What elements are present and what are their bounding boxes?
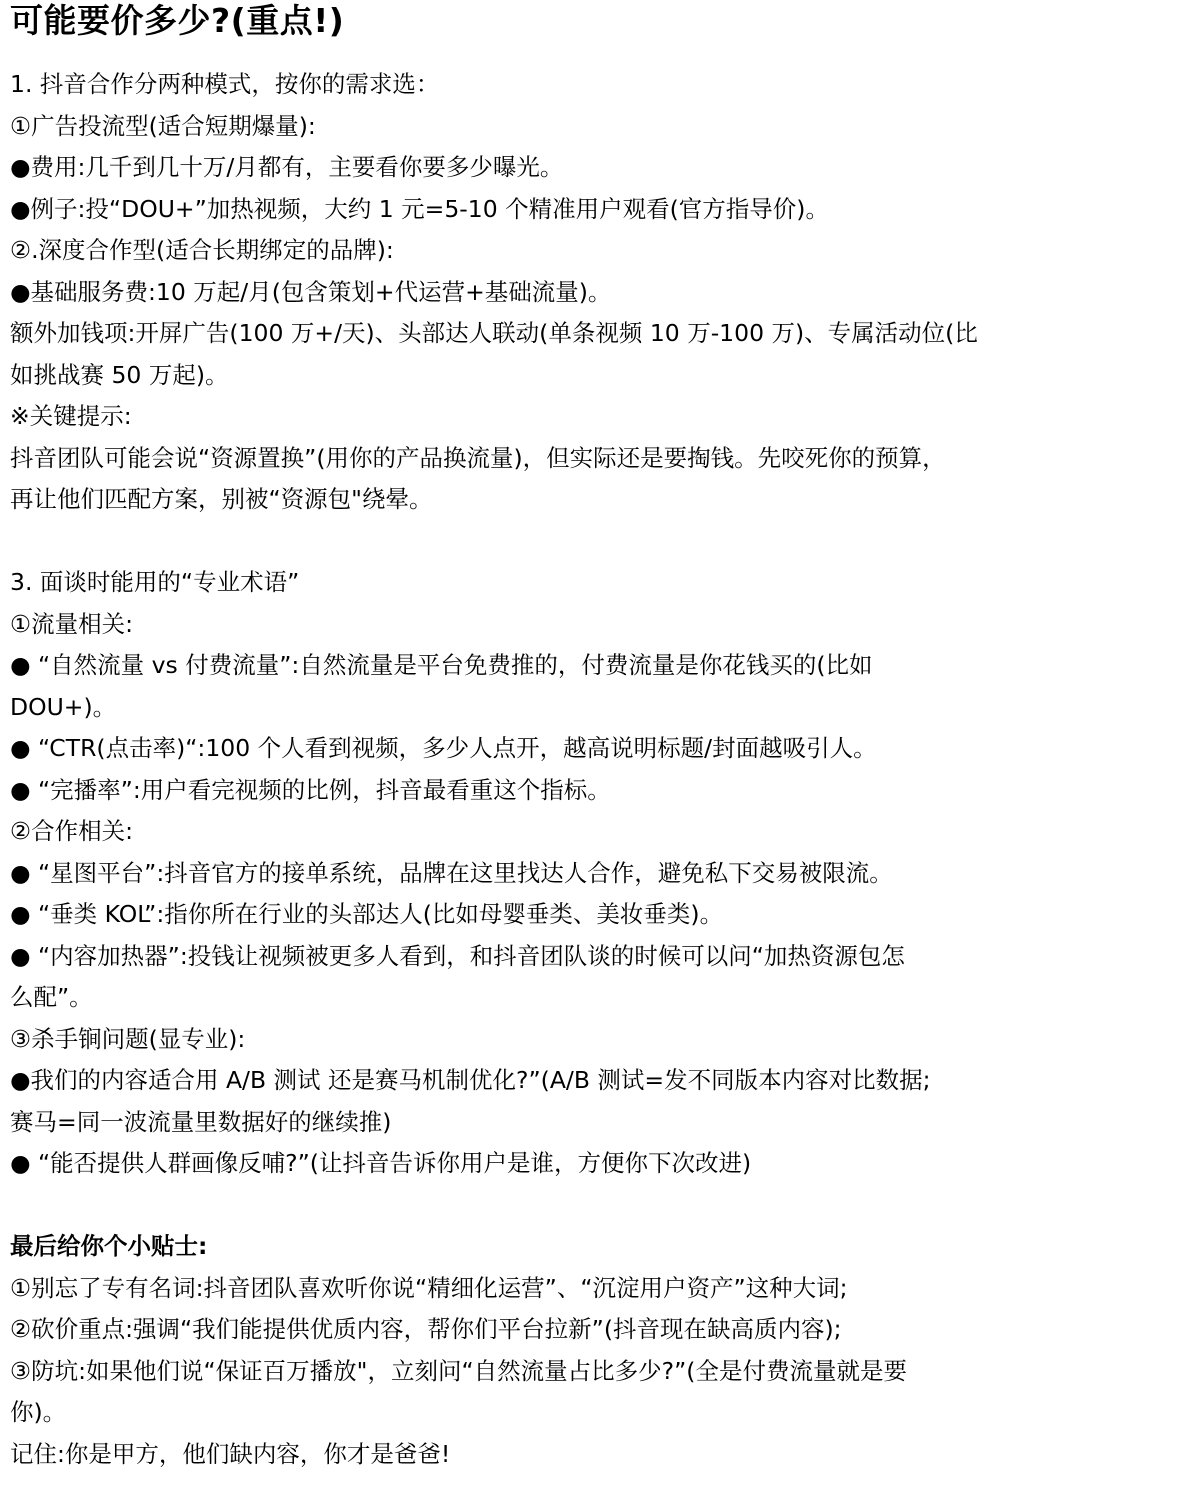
bullet-vertical-kol: ● “垂类 KOL”:指你所在行业的头部达人(比如母婴垂类、美妆垂类)。 bbox=[10, 900, 724, 928]
paragraph-extra-fees-2: 如挑战赛 50 万起)。 bbox=[10, 360, 229, 389]
bullet-ab-test-2: 赛马=同一波流量里数据好的继续推) bbox=[10, 1107, 392, 1136]
tip-avoid-pitfall-2: 你)。 bbox=[10, 1398, 67, 1426]
blank-line bbox=[10, 521, 1170, 563]
subheading-cooperation-terms: ②合作相关: bbox=[10, 817, 133, 845]
bullet-xingtu: ● “星图平台”:抖音官方的接单系统，品牌在这里找达人合作，避免私下交易被限流。 bbox=[10, 858, 893, 887]
subheading-ad-traffic: ①广告投流型(适合短期爆量): bbox=[10, 111, 316, 140]
section-3-heading: 3. 面谈时能用的“专业术语” bbox=[10, 568, 300, 596]
bullet-natural-vs-paid-1: ● “自然流量 vs 付费流量”:自然流量是平台免费推的，付费流量是你花钱买的(比如 bbox=[10, 651, 873, 679]
page-title: 可能要价多少?(重点!) bbox=[10, 1, 345, 40]
closing-remark: 记住:你是甲方，他们缺内容，你才是爸爸! bbox=[10, 1439, 451, 1468]
document-body bbox=[10, 0, 1170, 1475]
bullet-cost: ●费用:几千到几十万/月都有，主要看你要多少曝光。 bbox=[10, 153, 564, 181]
paragraph-extra-fees-1: 额外加钱项:开屏广告(100 万+/天)、头部达人联动(单条视频 10 万-100 万)、专属活动位(比 bbox=[10, 319, 978, 347]
section-1-heading: 1. 抖音合作分两种模式，按你的需求选： bbox=[10, 70, 440, 98]
subheading-killer-questions: ③杀手锏问题(显专业): bbox=[10, 1024, 246, 1053]
bullet-ab-test-1: ●我们的内容适合用 A/B 测试 还是赛马机制优化?”(A/B 测试=发不同版本内容对比数据; bbox=[10, 1066, 931, 1094]
bullet-audience-profile: ● “能否提供人群画像反哺?”(让抖音告诉你用户是谁，方便你下次改进) bbox=[10, 1149, 752, 1177]
bullet-example: ●例子:投“DOU+”加热视频，大约 1 元=5-10 个精准用户观看(官方指导价)。 bbox=[10, 194, 829, 223]
bullet-natural-vs-paid-2: DOU+)。 bbox=[10, 692, 117, 721]
tip-jargon: ①别忘了专有名词:抖音团队喜欢听你说“精细化运营”、“沉淀用户资产”这种大词; bbox=[10, 1273, 848, 1302]
tips-heading: 最后给你个小贴士: bbox=[10, 1232, 208, 1260]
bullet-base-fee: ●基础服务费:10 万起/月(包含策划+代运营+基础流量)。 bbox=[10, 277, 612, 306]
blank-line bbox=[10, 1185, 1170, 1227]
bullet-ctr: ● “CTR(点击率)“:100 个人看到视频，多少人点开，越高说明标题/封面越吸引人。 bbox=[10, 734, 877, 762]
subheading-deep-cooperation: ②.深度合作型(适合长期绑定的品牌): bbox=[10, 236, 394, 264]
tip-avoid-pitfall-1: ③防坑:如果他们说“保证百万播放"，立刻问“自然流量占比多少?”(全是付费流量就是要 bbox=[10, 1356, 907, 1385]
paragraph-key-tip-1: 抖音团队可能会说“资源置换”(用你的产品换流量)，但实际还是要掏钱。先咬死你的预算， bbox=[10, 443, 946, 472]
bullet-content-booster-2: 么配”。 bbox=[10, 983, 93, 1011]
paragraph-key-tip-2: 再让他们匹配方案，别被“资源包"绕晕。 bbox=[10, 485, 433, 513]
key-tip-heading: ※关键提示: bbox=[10, 402, 132, 430]
tip-bargain: ②砍价重点:强调“我们能提供优质内容，帮你们平台拉新”(抖音现在缺高质内容); bbox=[10, 1315, 842, 1343]
subheading-traffic-terms: ①流量相关: bbox=[10, 609, 133, 638]
bullet-completion-rate: ● “完播率”:用户看完视频的比例，抖音最看重这个指标。 bbox=[10, 775, 611, 804]
bullet-content-booster-1: ● “内容加热器”:投钱让视频被更多人看到，和抖音团队谈的时候可以问“加热资源包怎 bbox=[10, 941, 905, 970]
